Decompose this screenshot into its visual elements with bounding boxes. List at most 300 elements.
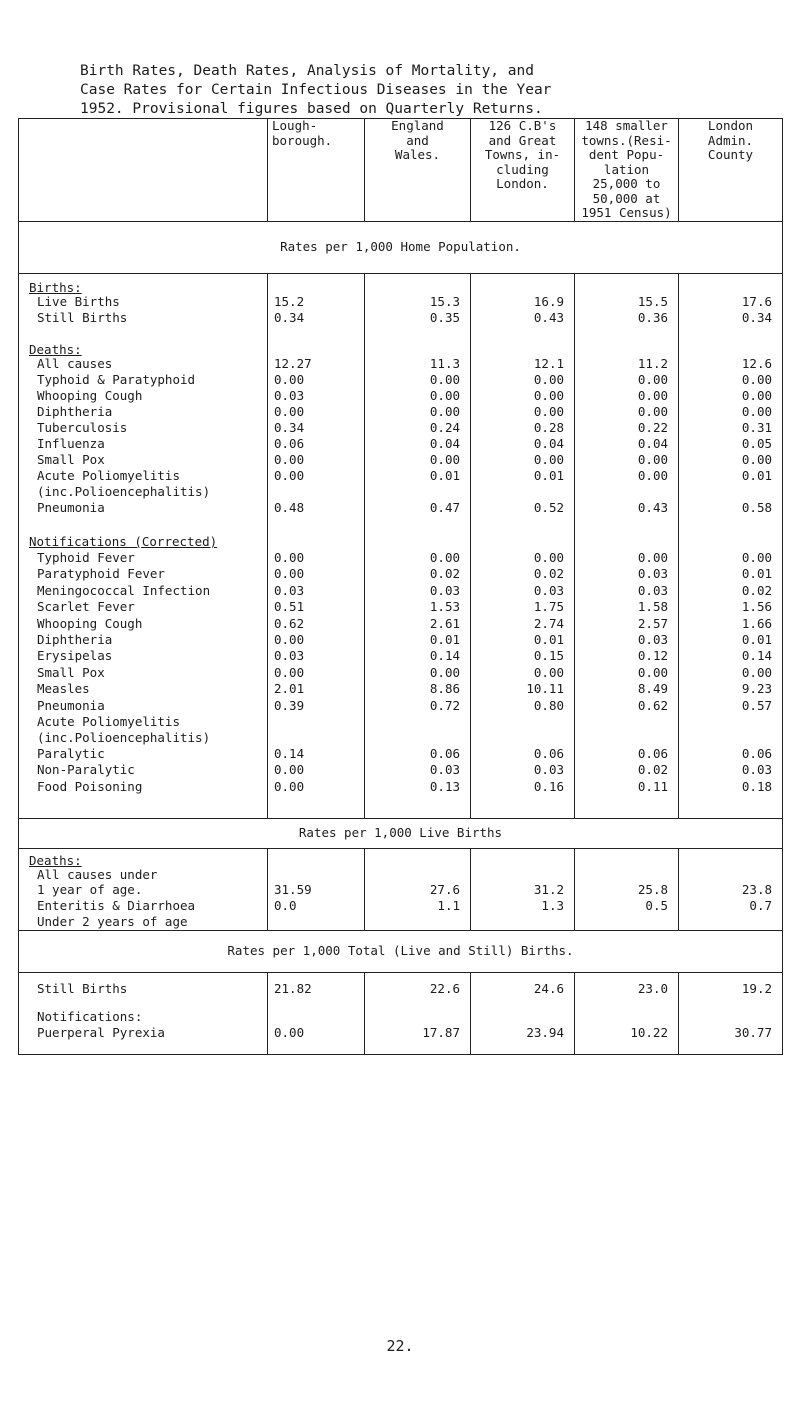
- value-cell: [679, 1010, 783, 1026]
- value-cell: 27.6: [365, 883, 471, 899]
- row-label: All causes: [19, 357, 268, 373]
- value-cell: 0.02: [575, 763, 679, 779]
- row-label: Tuberculosis: [19, 421, 268, 437]
- value-cell: 0.03: [365, 584, 471, 600]
- value-cell: 0.00: [575, 389, 679, 405]
- value-cell: 8.86: [365, 682, 471, 698]
- row-label: Scarlet Fever: [19, 600, 268, 616]
- value-cell: 0.01: [471, 469, 575, 485]
- column-header: London Admin. County: [679, 119, 783, 222]
- value-cell: 12.1: [471, 357, 575, 373]
- table-row: [19, 273, 783, 295]
- value-cell: [471, 535, 575, 551]
- value-cell: [575, 535, 679, 551]
- row-label: [19, 796, 268, 818]
- value-cell: 0.12: [575, 649, 679, 665]
- value-cell: [268, 915, 365, 930]
- value-cell: [471, 1042, 575, 1054]
- table-row: [19, 682, 783, 698]
- value-cell: [365, 327, 471, 357]
- row-label: Acute Poliomyelitis: [19, 715, 268, 731]
- value-cell: 0.00: [268, 405, 365, 421]
- value-cell: 31.2: [471, 883, 575, 899]
- value-cell: 0.03: [679, 763, 783, 779]
- value-cell: 1.66: [679, 617, 783, 633]
- row-label: 1 year of age.: [19, 883, 268, 899]
- value-cell: 0.03: [471, 584, 575, 600]
- table-row: [19, 421, 783, 437]
- value-cell: 0.01: [471, 633, 575, 649]
- value-cell: [365, 796, 471, 818]
- table-row: [19, 915, 783, 930]
- value-cell: 0.00: [575, 666, 679, 682]
- row-label: Non-Paralytic: [19, 763, 268, 779]
- value-cell: [268, 731, 365, 747]
- value-cell: [471, 327, 575, 357]
- value-cell: 0.06: [365, 747, 471, 763]
- value-cell: 0.00: [268, 469, 365, 485]
- value-cell: 0.0: [268, 899, 365, 915]
- value-cell: [575, 796, 679, 818]
- value-cell: 10.11: [471, 682, 575, 698]
- row-label: Meningococcal Infection: [19, 584, 268, 600]
- value-cell: 0.00: [268, 1026, 365, 1042]
- value-cell: [679, 998, 783, 1010]
- section-title: Rates per 1,000 Home Population.: [19, 221, 783, 273]
- row-label: Deaths:: [19, 327, 268, 357]
- value-cell: [268, 998, 365, 1010]
- value-cell: [679, 485, 783, 501]
- value-cell: 2.57: [575, 617, 679, 633]
- table-row: [19, 731, 783, 747]
- value-cell: 31.59: [268, 883, 365, 899]
- value-cell: [575, 485, 679, 501]
- value-cell: 25.8: [575, 883, 679, 899]
- value-cell: 0.01: [679, 469, 783, 485]
- value-cell: 0.00: [365, 666, 471, 682]
- value-cell: 0.03: [471, 763, 575, 779]
- table-row: [19, 535, 783, 551]
- table-row: [19, 633, 783, 649]
- value-cell: [471, 1010, 575, 1026]
- value-cell: 1.53: [365, 600, 471, 616]
- column-header: England and Wales.: [365, 119, 471, 222]
- value-cell: 0.62: [575, 699, 679, 715]
- value-cell: 0.34: [268, 311, 365, 327]
- value-cell: 0.00: [268, 373, 365, 389]
- value-cell: 0.00: [679, 405, 783, 421]
- value-cell: 12.27: [268, 357, 365, 373]
- row-label: Still Births: [19, 982, 268, 998]
- table-row: [19, 649, 783, 665]
- value-cell: 0.00: [679, 453, 783, 469]
- value-cell: 0.62: [268, 617, 365, 633]
- value-cell: [471, 273, 575, 295]
- value-cell: 0.00: [679, 373, 783, 389]
- value-cell: 0.00: [268, 551, 365, 567]
- value-cell: 0.00: [679, 389, 783, 405]
- value-cell: [575, 1042, 679, 1054]
- value-cell: 12.6: [679, 357, 783, 373]
- table-row: [19, 405, 783, 421]
- value-cell: 16.9: [471, 295, 575, 311]
- value-cell: 0.00: [268, 567, 365, 583]
- value-cell: 0.39: [268, 699, 365, 715]
- table-row: [19, 469, 783, 485]
- value-cell: 22.6: [365, 982, 471, 998]
- value-cell: [679, 273, 783, 295]
- value-cell: 0.14: [679, 649, 783, 665]
- value-cell: [575, 915, 679, 930]
- value-cell: [679, 796, 783, 818]
- table-row: [19, 982, 783, 998]
- value-cell: 0.47: [365, 501, 471, 523]
- table-row: [19, 221, 783, 273]
- row-label: Acute Poliomyelitis: [19, 469, 268, 485]
- value-cell: 0.01: [679, 633, 783, 649]
- value-cell: 0.00: [679, 666, 783, 682]
- value-cell: [268, 523, 365, 535]
- table-row: [19, 899, 783, 915]
- column-header: 126 C.B's and Great Towns, in- cluding London.: [471, 119, 575, 222]
- value-cell: 0.03: [268, 649, 365, 665]
- value-cell: 0.24: [365, 421, 471, 437]
- value-cell: 15.2: [268, 295, 365, 311]
- value-cell: [365, 868, 471, 883]
- value-cell: 0.06: [268, 437, 365, 453]
- row-label: (inc.Polioencephalitis): [19, 485, 268, 501]
- value-cell: [365, 1042, 471, 1054]
- value-cell: 30.77: [679, 1026, 783, 1042]
- value-cell: 0.00: [365, 405, 471, 421]
- value-cell: 0.00: [268, 453, 365, 469]
- value-cell: [471, 715, 575, 731]
- table-row: [19, 780, 783, 796]
- table-row: [19, 848, 783, 868]
- row-label: Deaths:: [19, 848, 268, 868]
- value-cell: 23.0: [575, 982, 679, 998]
- value-cell: [365, 1010, 471, 1026]
- value-cell: [268, 273, 365, 295]
- value-cell: 0.80: [471, 699, 575, 715]
- intro-text: [80, 62, 740, 119]
- value-cell: 0.00: [268, 633, 365, 649]
- row-label: Diphtheria: [19, 405, 268, 421]
- value-cell: [679, 535, 783, 551]
- value-cell: 0.03: [365, 763, 471, 779]
- row-label: Measles: [19, 682, 268, 698]
- value-cell: [268, 535, 365, 551]
- value-cell: 0.00: [471, 389, 575, 405]
- table-row: [19, 311, 783, 327]
- value-cell: 0.14: [268, 747, 365, 763]
- value-cell: 11.2: [575, 357, 679, 373]
- value-cell: [575, 715, 679, 731]
- column-header: Lough- borough.: [268, 119, 365, 222]
- table-row: [19, 1010, 783, 1026]
- table-row: [19, 715, 783, 731]
- value-cell: 1.3: [471, 899, 575, 915]
- value-cell: 0.35: [365, 311, 471, 327]
- value-cell: 0.00: [471, 551, 575, 567]
- value-cell: 15.3: [365, 295, 471, 311]
- value-cell: 0.05: [679, 437, 783, 453]
- value-cell: 0.31: [679, 421, 783, 437]
- value-cell: 0.00: [575, 551, 679, 567]
- value-cell: 0.00: [575, 453, 679, 469]
- section-title: Rates per 1,000 Total (Live and Still) Births.: [19, 930, 783, 972]
- row-label: Whooping Cough: [19, 617, 268, 633]
- row-label: Notifications:: [19, 1010, 268, 1026]
- column-header: 148 smaller towns.(Resi- dent Popu- lation 25,000 to 50,000 at 1951 Census): [575, 119, 679, 222]
- value-cell: 0.51: [268, 600, 365, 616]
- row-label: Puerperal Pyrexia: [19, 1026, 268, 1042]
- table-row: [19, 747, 783, 763]
- value-cell: 0.7: [679, 899, 783, 915]
- value-cell: 0.11: [575, 780, 679, 796]
- page-number: 22.: [386, 1337, 414, 1355]
- value-cell: 0.04: [471, 437, 575, 453]
- value-cell: 0.04: [575, 437, 679, 453]
- value-cell: 0.01: [365, 469, 471, 485]
- table-row: [19, 1042, 783, 1054]
- table-row: [19, 600, 783, 616]
- table-row: [19, 868, 783, 883]
- value-cell: 0.13: [365, 780, 471, 796]
- row-label: [19, 1042, 268, 1054]
- value-cell: [365, 915, 471, 930]
- value-cell: 0.00: [365, 389, 471, 405]
- value-cell: 0.02: [679, 584, 783, 600]
- table-row: [19, 584, 783, 600]
- row-label: Typhoid Fever: [19, 551, 268, 567]
- value-cell: [679, 731, 783, 747]
- value-cell: 21.82: [268, 982, 365, 998]
- value-cell: 0.22: [575, 421, 679, 437]
- table-row: [19, 437, 783, 453]
- value-cell: [365, 535, 471, 551]
- value-cell: 0.34: [679, 311, 783, 327]
- value-cell: [365, 731, 471, 747]
- table-row: [19, 373, 783, 389]
- value-cell: 2.61: [365, 617, 471, 633]
- value-cell: [679, 1042, 783, 1054]
- value-cell: [268, 848, 365, 868]
- row-label: Pneumonia: [19, 699, 268, 715]
- value-cell: [679, 523, 783, 535]
- value-cell: [679, 868, 783, 883]
- table-row: [19, 763, 783, 779]
- value-cell: 0.00: [575, 469, 679, 485]
- value-cell: 0.00: [471, 405, 575, 421]
- value-cell: 23.94: [471, 1026, 575, 1042]
- value-cell: 0.00: [365, 551, 471, 567]
- table-row: [19, 357, 783, 373]
- table-row: [19, 453, 783, 469]
- value-cell: 17.87: [365, 1026, 471, 1042]
- value-cell: [471, 848, 575, 868]
- value-cell: [268, 327, 365, 357]
- value-cell: 0.03: [575, 567, 679, 583]
- value-cell: 0.14: [365, 649, 471, 665]
- value-cell: [365, 848, 471, 868]
- value-cell: [365, 485, 471, 501]
- value-cell: 0.36: [575, 311, 679, 327]
- value-cell: 0.5: [575, 899, 679, 915]
- value-cell: [471, 915, 575, 930]
- value-cell: 0.52: [471, 501, 575, 523]
- value-cell: 2.74: [471, 617, 575, 633]
- value-cell: [471, 868, 575, 883]
- value-cell: 8.49: [575, 682, 679, 698]
- table-row: [19, 501, 783, 523]
- table-row: [19, 551, 783, 567]
- table-row: [19, 617, 783, 633]
- value-cell: [575, 998, 679, 1010]
- value-cell: 1.56: [679, 600, 783, 616]
- header-blank: [19, 119, 268, 222]
- value-cell: 0.00: [268, 666, 365, 682]
- value-cell: 10.22: [575, 1026, 679, 1042]
- row-label: (inc.Polioencephalitis): [19, 731, 268, 747]
- value-cell: [575, 848, 679, 868]
- row-label: Whooping Cough: [19, 389, 268, 405]
- value-cell: 1.58: [575, 600, 679, 616]
- value-cell: 0.06: [575, 747, 679, 763]
- value-cell: 0.00: [575, 373, 679, 389]
- table-row: [19, 883, 783, 899]
- value-cell: 0.28: [471, 421, 575, 437]
- table-row: [19, 699, 783, 715]
- value-cell: [679, 915, 783, 930]
- value-cell: 0.02: [471, 567, 575, 583]
- table-row: [19, 666, 783, 682]
- table-row: [19, 119, 783, 222]
- statistics-table: [18, 118, 783, 1055]
- value-cell: [679, 327, 783, 357]
- value-cell: 0.00: [471, 453, 575, 469]
- row-label: Small Pox: [19, 666, 268, 682]
- value-cell: 0.72: [365, 699, 471, 715]
- value-cell: [679, 848, 783, 868]
- row-label: Pneumonia: [19, 501, 268, 523]
- value-cell: [471, 998, 575, 1010]
- value-cell: [679, 715, 783, 731]
- table-row: [19, 485, 783, 501]
- value-cell: [268, 485, 365, 501]
- value-cell: [365, 273, 471, 295]
- value-cell: 0.03: [268, 584, 365, 600]
- value-cell: 0.06: [471, 747, 575, 763]
- value-cell: 0.00: [365, 453, 471, 469]
- value-cell: [471, 523, 575, 535]
- value-cell: [471, 485, 575, 501]
- value-cell: 0.00: [365, 373, 471, 389]
- value-cell: [471, 731, 575, 747]
- value-cell: 0.03: [575, 584, 679, 600]
- value-cell: [365, 998, 471, 1010]
- row-label: Paralytic: [19, 747, 268, 763]
- value-cell: 0.01: [679, 567, 783, 583]
- value-cell: 0.00: [268, 780, 365, 796]
- table-row: [19, 295, 783, 311]
- table-row: [19, 389, 783, 405]
- table-row: [19, 567, 783, 583]
- value-cell: [268, 715, 365, 731]
- intro-line-3: 1952. Provisional figures based on Quarterly Returns.: [80, 101, 543, 117]
- value-cell: 2.01: [268, 682, 365, 698]
- table-row: [19, 930, 783, 972]
- value-cell: 0.43: [471, 311, 575, 327]
- value-cell: 0.00: [471, 666, 575, 682]
- value-cell: 0.43: [575, 501, 679, 523]
- value-cell: 24.6: [471, 982, 575, 998]
- intro-line-1: Birth Rates, Death Rates, Analysis of Mortality, and: [80, 63, 534, 79]
- value-cell: 0.58: [679, 501, 783, 523]
- value-cell: [575, 327, 679, 357]
- value-cell: 15.5: [575, 295, 679, 311]
- row-label: Paratyphoid Fever: [19, 567, 268, 583]
- row-label: Influenza: [19, 437, 268, 453]
- value-cell: 0.03: [268, 389, 365, 405]
- value-cell: 0.04: [365, 437, 471, 453]
- value-cell: 0.01: [365, 633, 471, 649]
- value-cell: [268, 1010, 365, 1026]
- row-label: Typhoid & Paratyphoid: [19, 373, 268, 389]
- value-cell: 0.57: [679, 699, 783, 715]
- value-cell: 0.34: [268, 421, 365, 437]
- row-label: Live Births: [19, 295, 268, 311]
- value-cell: [365, 523, 471, 535]
- value-cell: [575, 868, 679, 883]
- value-cell: 0.06: [679, 747, 783, 763]
- value-cell: [471, 796, 575, 818]
- table-row: [19, 818, 783, 848]
- row-label: Food Poisoning: [19, 780, 268, 796]
- value-cell: 17.6: [679, 295, 783, 311]
- value-cell: [575, 731, 679, 747]
- value-cell: 0.00: [471, 373, 575, 389]
- value-cell: 0.00: [575, 405, 679, 421]
- value-cell: 11.3: [365, 357, 471, 373]
- row-label: Erysipelas: [19, 649, 268, 665]
- intro-line-2: Case Rates for Certain Infectious Diseases in the Year: [80, 82, 552, 98]
- table-row: [19, 327, 783, 357]
- row-label: Small Pox: [19, 453, 268, 469]
- value-cell: [365, 715, 471, 731]
- row-label: All causes under: [19, 868, 268, 883]
- value-cell: [268, 868, 365, 883]
- value-cell: [575, 1010, 679, 1026]
- value-cell: 0.16: [471, 780, 575, 796]
- table-row: [19, 1026, 783, 1042]
- row-label: Diphtheria: [19, 633, 268, 649]
- row-label: Births:: [19, 273, 268, 295]
- row-label: Enteritis & Diarrhoea: [19, 899, 268, 915]
- table-row: [19, 796, 783, 818]
- value-cell: 0.18: [679, 780, 783, 796]
- value-cell: 0.00: [679, 551, 783, 567]
- value-cell: 9.23: [679, 682, 783, 698]
- value-cell: [575, 273, 679, 295]
- value-cell: 1.75: [471, 600, 575, 616]
- value-cell: [268, 1042, 365, 1054]
- row-label: Still Births: [19, 311, 268, 327]
- value-cell: 0.02: [365, 567, 471, 583]
- row-label: Notifications (Corrected): [19, 535, 268, 551]
- value-cell: 0.00: [268, 763, 365, 779]
- value-cell: [268, 796, 365, 818]
